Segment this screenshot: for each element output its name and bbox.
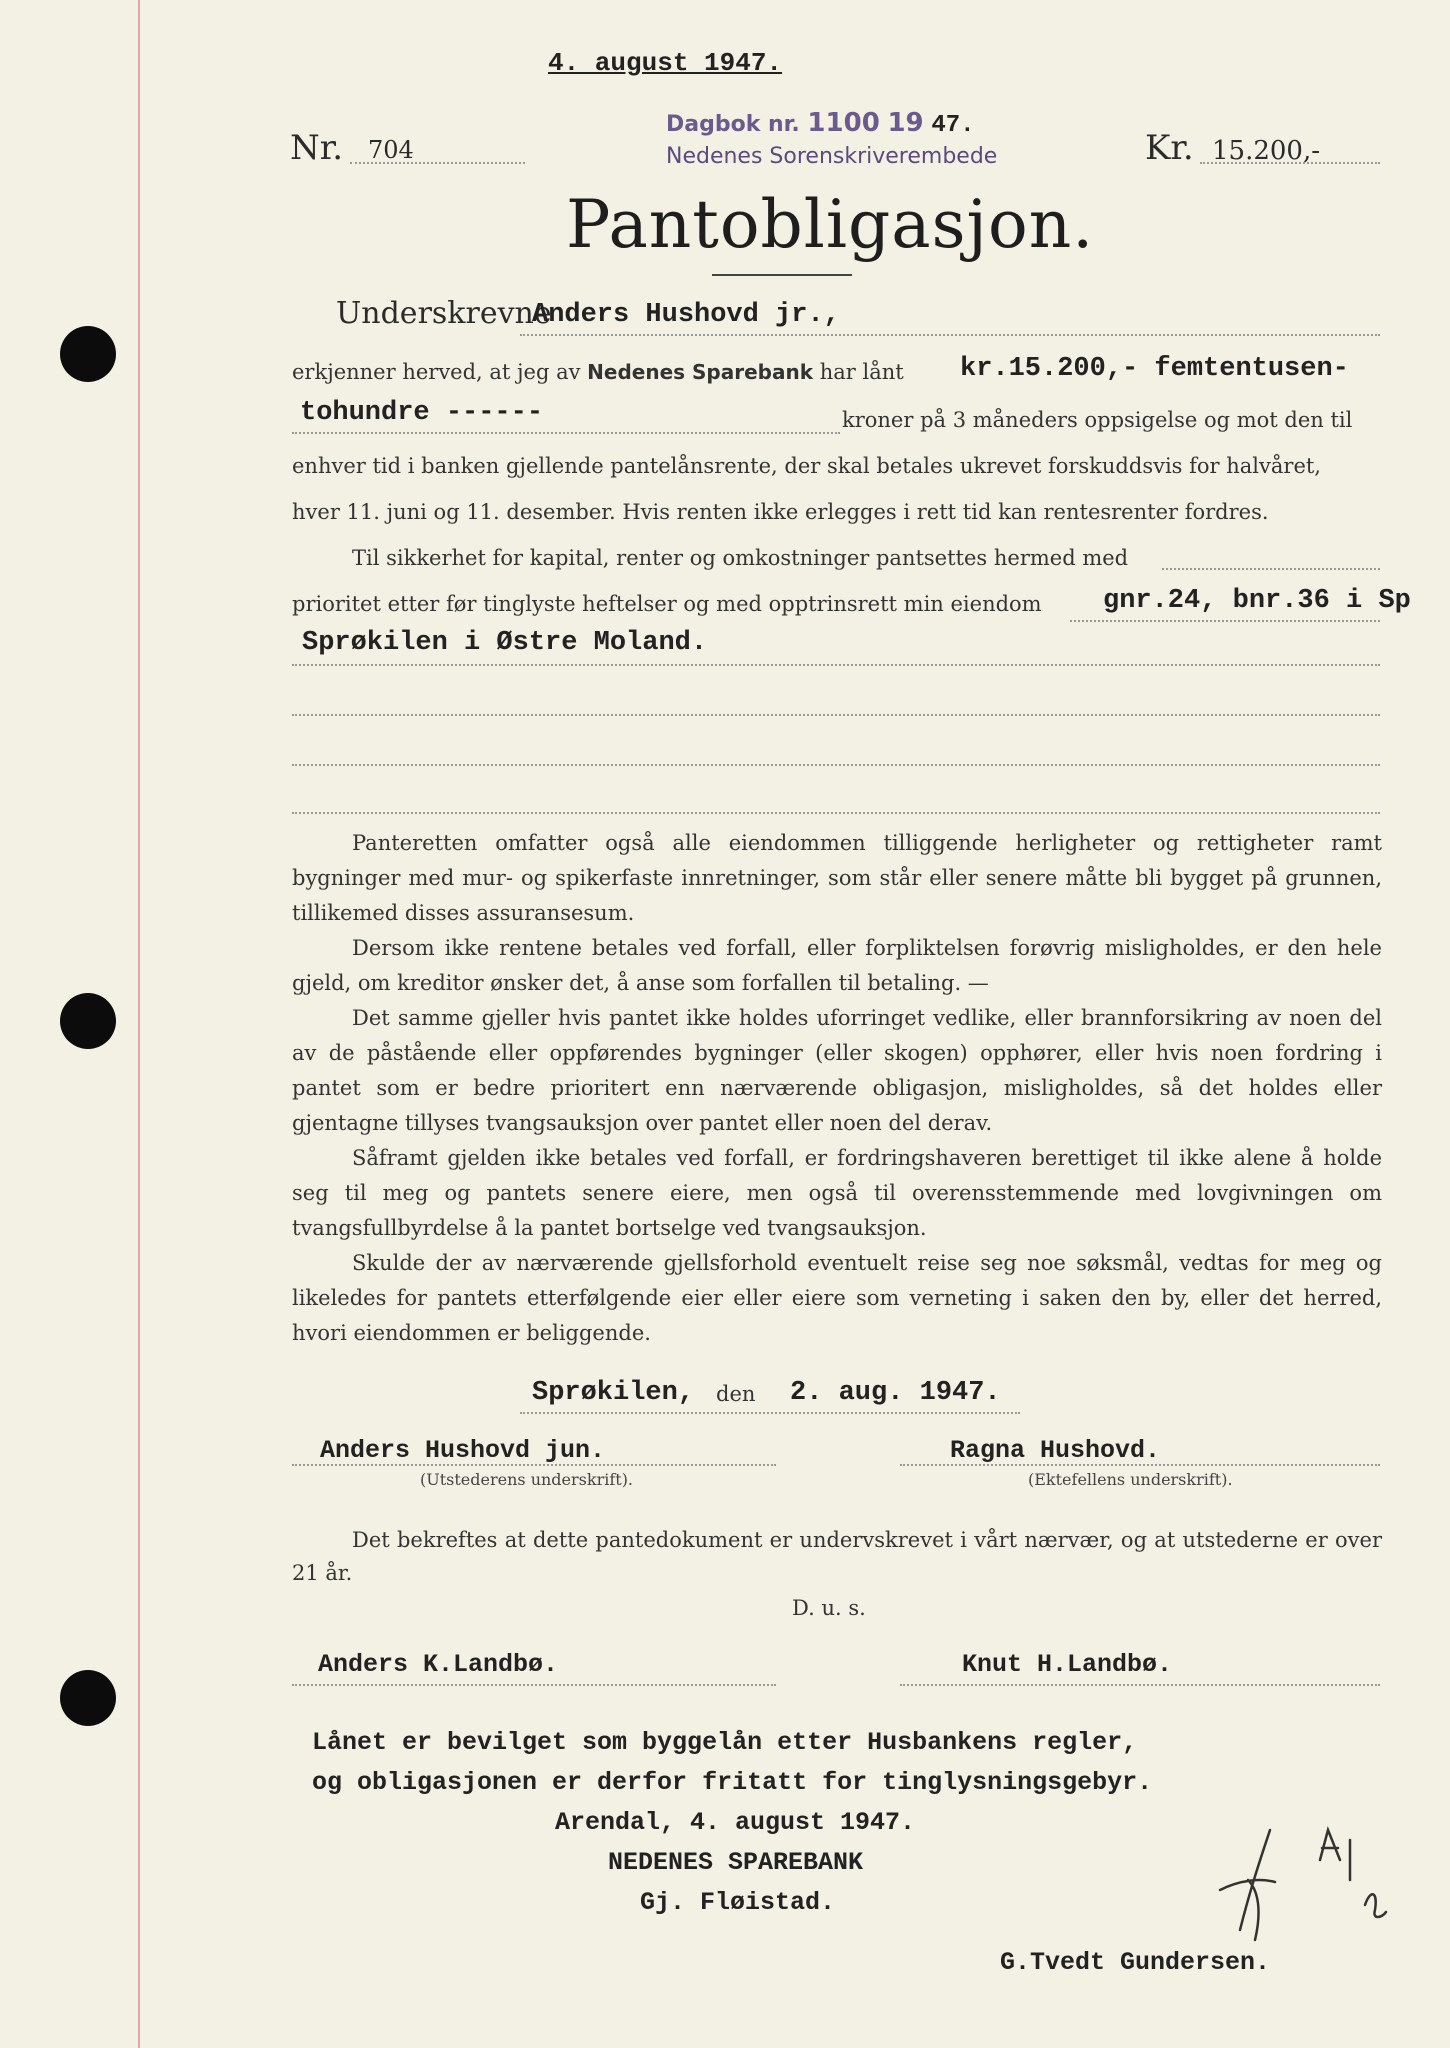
security-line2: prioritet etter før tinglyste heftelser og med opptrinsrett min eiendom bbox=[292, 592, 1042, 616]
place: Sprøkilen, bbox=[532, 1378, 695, 1408]
spouse-caption: (Ektefellens underskrift). bbox=[1028, 1470, 1233, 1489]
title-rule bbox=[712, 274, 852, 276]
witness1-signature: Anders K.Landbø. bbox=[318, 1650, 559, 1679]
dagbok-number: 1100 bbox=[807, 108, 880, 138]
security-line1: Til sikkerhet for kapital, renter og omkostninger pantsettes hermed med bbox=[352, 546, 1129, 570]
note-line5: Gj. Fløistad. bbox=[640, 1888, 836, 1917]
document-title: Pantobligasjon. bbox=[566, 186, 1095, 263]
punch-hole bbox=[60, 326, 116, 382]
witness-text: Det bekreftes at dette pantedokument er undervskrevet i vårt nærvær, og at utstederne er over 21 år. bbox=[292, 1528, 1382, 1585]
property-typed-cont: Sprøkilen i Østre Moland. bbox=[302, 628, 708, 658]
punch-hole bbox=[60, 1670, 116, 1726]
issuer-signature: Anders Hushovd jun. bbox=[320, 1436, 606, 1465]
dagbok-year: 47. bbox=[931, 112, 975, 139]
term-paragraph: Det samme gjeller hvis pantet ikke holdes uforringet vedlike, eller brannforsikring av noen del av de påstående eller oppførendes bygninger (eller skogen) opphører, eller hvis noen fordring i pantet som er bedre prioritert enn nærværende obligasjon, misligholdes, så det holdes eller gjentagne tillyses tvangsauksjon over pantet eller noen del derav. bbox=[292, 1006, 1382, 1135]
dagbok-stamp bbox=[666, 108, 975, 139]
term-paragraph: Dersom ikke rentene betales ved forfall, eller forpliktelsen forøvrig misligholdes, er den hele gjeld, om kreditor ønsker det, å anse som forfallen til betaling. — bbox=[292, 936, 1382, 995]
den-label: den bbox=[716, 1382, 756, 1406]
dagbok-label: Dagbok nr. bbox=[666, 112, 800, 137]
witness2-signature: Knut H.Landbø. bbox=[962, 1650, 1173, 1679]
margin-line bbox=[138, 0, 140, 2048]
bank-name: Nedenes Sparebank bbox=[587, 360, 814, 384]
kr-value: 15.200,- bbox=[1212, 136, 1321, 166]
nr-value: 704 bbox=[368, 136, 414, 164]
term-paragraph: Skulde der av nærværende gjellsforhold eventuelt reise seg noe søksmål, vedtas for meg og likeledes for pantets etterfølgende eier eller eiere som verneting i saken den by, eller det herred, hvori eiendommen er beliggende. bbox=[292, 1251, 1382, 1345]
loan-line3: enhver tid i banken gjellende pantelånsrente, der skal betales ukrevet forskuddsvis for halvåret, bbox=[292, 454, 1321, 478]
office-stamp: Nedenes Sorenskriverembede bbox=[666, 144, 998, 169]
amount-typed: kr.15.200,- femtentusen- bbox=[960, 354, 1349, 384]
loan-line1: erkjenner herved, at jeg av Nedenes Sparebank har lånt bbox=[292, 360, 904, 384]
spouse-signature: Ragna Hushovd. bbox=[950, 1436, 1161, 1465]
loan-line4: hver 11. juni og 11. desember. Hvis renten ikke erlegges i rett tid kan rentesrenter fordres. bbox=[292, 500, 1269, 524]
dus-text: D. u. s. bbox=[792, 1596, 866, 1620]
note-line2: og obligasjonen er derfor fritatt for tinglysningsgebyr. bbox=[312, 1768, 1153, 1797]
property-typed: gnr.24, bnr.36 i Sp bbox=[1103, 586, 1411, 616]
term-paragraph: Såframt gjelden ikke betales ved forfall, er fordringshaveren berettiget til ikke alene å holde seg til meg og pantets senere eiere, men også til overensstemmende med lovgivningen om tvangsfullbyrdelse å la pantet bortselge ved tvangsauksjon. bbox=[292, 1146, 1382, 1240]
issuer-caption: (Utstederens underskrift). bbox=[420, 1470, 634, 1489]
term-paragraph: Panteretten omfatter også alle eiendommen tilliggende herligheter og rettigheter ramt bygninger med mur- og spikerfaste innretninger, som står eller senere måtte bli bygget på grunnen, tillikemed disses assuransesum. bbox=[292, 831, 1382, 925]
note-line3: Arendal, 4. august 1947. bbox=[555, 1808, 916, 1837]
punch-hole bbox=[60, 993, 116, 1049]
kr-label: Kr. bbox=[1145, 128, 1194, 168]
undersigned-label: Underskrevne bbox=[336, 296, 552, 331]
amount-typed-cont: tohundre ------ bbox=[300, 398, 544, 428]
dagbok-year-prefix: 19 bbox=[887, 108, 924, 138]
note-line6: G.Tvedt Gundersen. bbox=[1000, 1948, 1271, 1977]
loan-line2: kroner på 3 måneders oppsigelse og mot den til bbox=[842, 408, 1353, 432]
nr-label: Nr. bbox=[290, 128, 344, 168]
undersigned-name: Anders Hushovd jr., bbox=[532, 300, 840, 330]
note-line1: Lånet er bevilget som byggelån etter Husbankens regler, bbox=[312, 1728, 1138, 1757]
terms-block bbox=[292, 826, 1382, 1351]
sign-date: 2. aug. 1947. bbox=[790, 1378, 1001, 1408]
note-line4: NEDENES SPAREBANK bbox=[608, 1848, 864, 1877]
typed-date: 4. august 1947. bbox=[548, 48, 783, 78]
handwritten-initials bbox=[1200, 1820, 1400, 1950]
